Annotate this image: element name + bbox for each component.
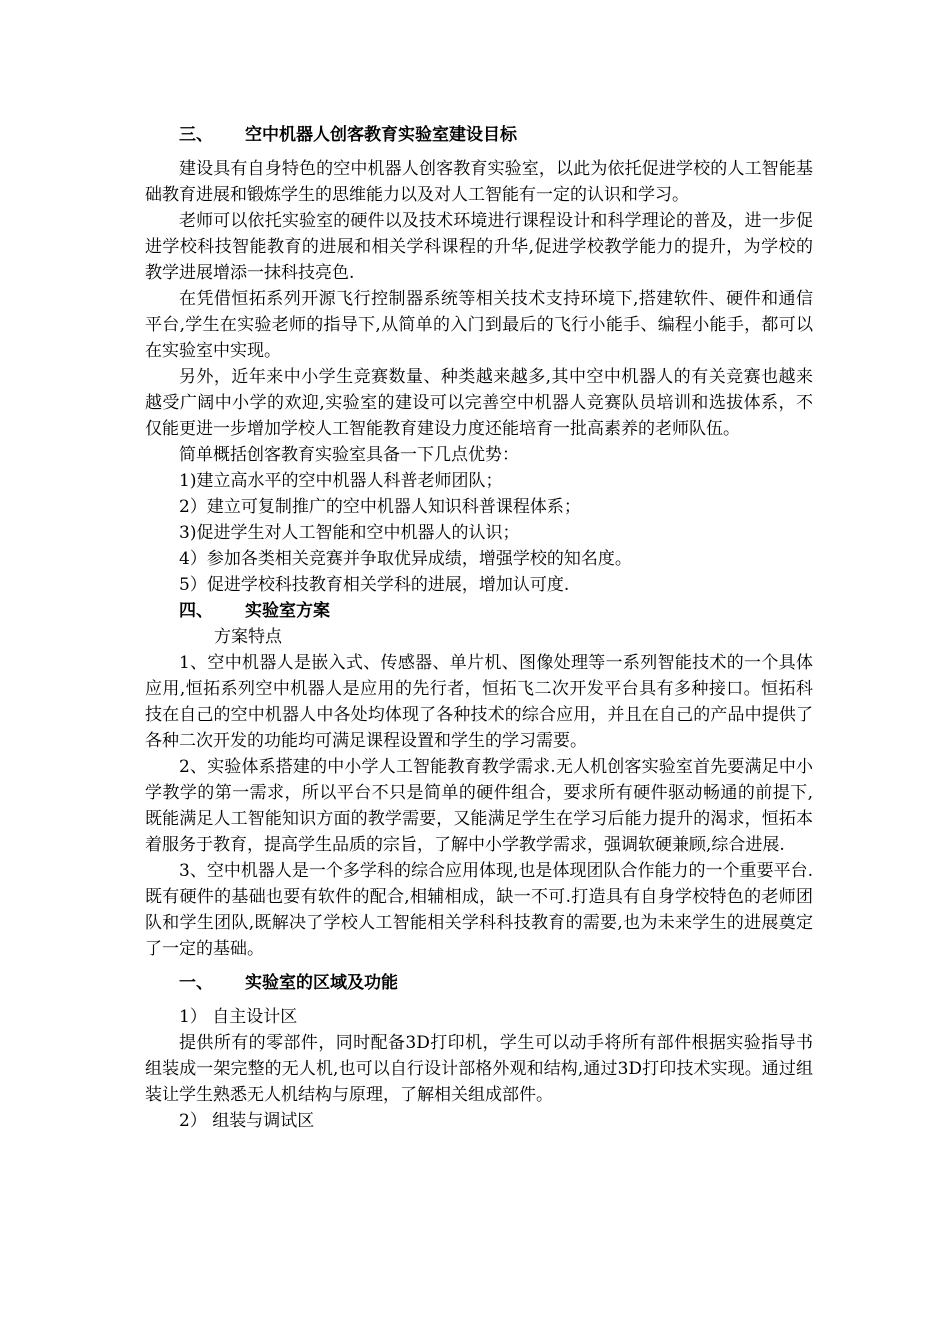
section-title: 实验室方案 [245,601,330,621]
list-item: 2）建立可复制推广的空中机器人知识科普课程体系； [179,497,581,517]
section-heading-1 [145,970,813,996]
area-label: 2） 组装与调试区 [179,1111,315,1131]
document-body [145,122,813,1134]
paragraph: 建设具有自身特色的空中机器人创客教育实验室，以此为依托促进学校的人工智能基础教育进展和锻炼学生的思维能力以及对人工智能有一定的认识和学习。 [145,159,813,205]
list-item: 5）促进学校科技教育相关学科的进展，增加认可度. [179,575,570,595]
paragraph: 简单概括创客教育实验室具备一下几点优势： [179,445,519,465]
section-title: 实验室的区域及功能 [245,973,398,993]
section-heading-4 [145,598,813,624]
list-item: 3)促进学生对人工智能和空中机器人的认识； [179,523,520,543]
paragraph: 1、空中机器人是嵌入式、传感器、单片机、图像处理等一系列智能技术的一个具体应用,恒拓系列空中机器人是应用的先行者，恒拓飞二次开发平台具有多种接口。恒拓科技在自己的空中机器人中各处均体现了各种技术的综合应用，并且在自己的产品中提供了各种二次开发的功能均可满足课程设置和学生的学习需要。 [145,653,813,751]
paragraph: 2、实验体系搭建的中小学人工智能教育教学需求.无人机创客实验室首先要满足中小学教学的第一需求，所以平台不只是简单的硬件组合，要求所有硬件驱动畅通的前提下,既能满足人工智能知识方面的教学需要，又能满足学生在学习后能力提升的渴求，恒拓本着服务于教育，提高学生品质的宗旨，了解中小学教学需求，强调软硬兼顾,综合进展. [145,757,813,855]
paragraph: 3、空中机器人是一个多学科的综合应用体现,也是体现团队合作能力的一个重要平台.既有硬件的基础也要有软件的配合,相辅相成，缺一不可.打造具有自身学校特色的老师团队和学生团队,既解决了学校人工智能相关学科科技教育的需要,也为未来学生的进展奠定了一定的基础。 [145,861,813,959]
section-number: 三、 [179,125,213,145]
list-item: 1)建立高水平的空中机器人科普老师团队； [179,471,503,491]
section-number: 四、 [179,601,213,621]
list-item: 4）参加各类相关竞赛并争取优异成绩，增强学校的知名度。 [179,549,632,569]
paragraph: 老师可以依托实验室的硬件以及技术环境进行课程设计和科学理论的普及，进一步促进学校科技智能教育的进展和相关学科课程的升华,促进学校教学能力的提升，为学校的教学进展增添一抹科技亮色. [145,211,813,283]
section-number: 一、 [179,973,213,993]
paragraph: 另外，近年来中小学生竞赛数量、种类越来越多,其中空中机器人的有关竞赛也越来越受广阔中小学的欢迎,实验室的建设可以完善空中机器人竞赛队员培训和选拔体系，不仅能更进一步增加学校人工智能教育建设力度还能培育一批高素养的老师队伍。 [145,367,813,439]
section-title: 空中机器人创客教育实验室建设目标 [245,125,517,145]
section-heading-3 [145,122,813,148]
subsection-title: 方案特点 [214,627,282,647]
paragraph: 提供所有的零部件，同时配备3D打印机，学生可以动手将所有部件根据实验指导书组装成一架完整的无人机,也可以自行设计部格外观和结构,通过3D打印技术实现。通过组装让学生熟悉无人机结构与原理，了解相关组成部件。 [145,1033,813,1105]
paragraph: 在凭借恒拓系列开源飞行控制器系统等相关技术支持环境下,搭建软件、硬件和通信平台,学生在实验老师的指导下,从简单的入门到最后的飞行小能手、编程小能手，都可以在实验室中实现。 [145,289,813,361]
area-label: 1） 自主设计区 [179,1007,298,1027]
